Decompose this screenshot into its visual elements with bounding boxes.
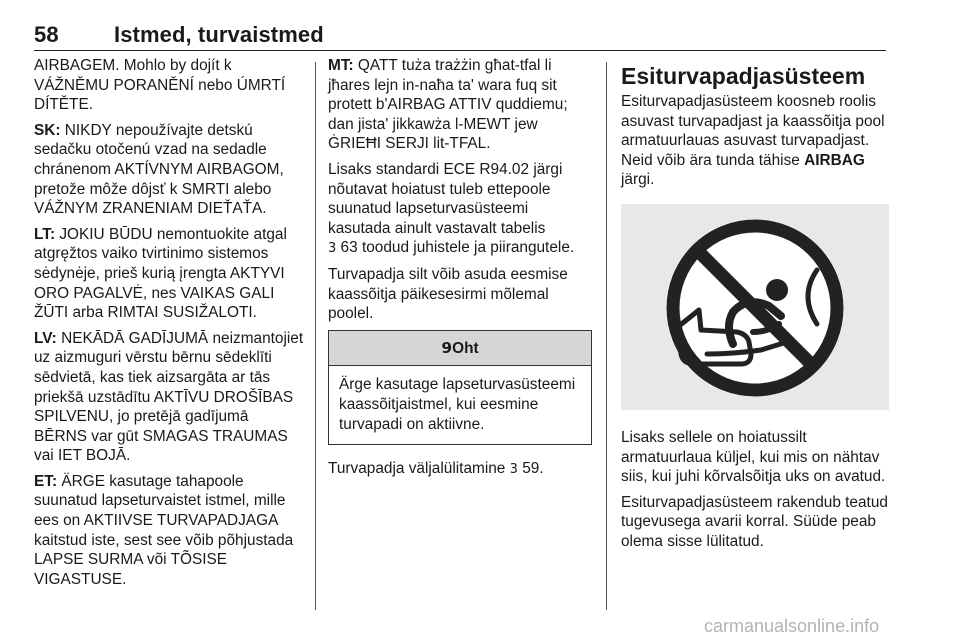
paragraph [34, 56, 304, 115]
warning-box [328, 330, 592, 445]
paragraph-text: Esiturvapadjasüsteem koosneb roolis asuvast turvapadjast ja kaassõitja pool armatuurlauas asuvast turvapadjast. Neid võib ära tunda tähise [621, 93, 885, 169]
paragraph-lv [34, 329, 304, 466]
paragraph-text: QATT tuża trażżin għat-tfal li jħares lejn in-naħa ta' wara fuq sit protett b'AIRBAG ATTIV quddiemu; dan jista' jikkawża l-MEWT jew ĠRIEĦI SERJI lit-TFAL. [328, 57, 568, 153]
paragraph-text: Turvapadja silt võib asuda eesmise kaassõitja päikesesirmi mõlemal poolel. [328, 265, 568, 323]
lang-label: LT: [34, 225, 56, 243]
no-rear-facing-child-seat-icon [621, 204, 889, 410]
paragraph-text: Turvapadja väljalülitamine [328, 460, 506, 478]
page-number: 58 [34, 22, 59, 47]
watermark: carmanualsonline.info [704, 616, 880, 636]
paragraph-label [621, 428, 889, 487]
page-ref-link[interactable]: 63 toodud juhistele ja piirangutele. [336, 239, 575, 257]
warning-triangle-icon: 9 [441, 338, 453, 357]
paragraph-mt [328, 56, 592, 154]
column-left [34, 56, 304, 595]
paragraph-deactivation [328, 459, 592, 480]
page-ref-link[interactable]: 59. [517, 460, 544, 478]
column-divider [315, 62, 316, 610]
lang-label: MT: [328, 57, 354, 74]
paragraph-text: ÄRGE kasutage tahapoole suunatud lapseturvaistet istmel, mille ees on AKTIIVSE TURVAPADJAGA kaitstud iste, sest see võib põhjustada LAPSE SURMA või TÕSISE VIGASTUSE. [34, 472, 294, 588]
column-divider [606, 62, 607, 610]
paragraph-et [34, 472, 304, 590]
column-right [621, 56, 889, 558]
airbag-warning-label-figure [621, 204, 889, 410]
page-ref-arrow-icon: 3 [509, 462, 518, 478]
header-divider [34, 50, 886, 51]
paragraph-text: Esiturvapadjasüsteem rakendub teatud tugevusega avarii korral. Süüde peab olema sisse lülitatud. [621, 493, 888, 550]
paragraph-sun-visor [328, 265, 592, 324]
paragraph-text: AIRBAGEM. Mohlo by dojít k VÁŽNĚMU PORANĚNÍ nebo ÚMRTÍ DÍTĚTE. [34, 57, 286, 114]
paragraph-ece [328, 160, 592, 259]
lang-label: LV: [34, 329, 57, 347]
paragraph-intro [621, 92, 889, 190]
page-ref-arrow-icon: 3 [328, 241, 337, 257]
airbag-term: AIRBAG [804, 151, 865, 169]
lang-label: SK: [34, 121, 61, 139]
warning-header [329, 331, 591, 367]
paragraph-activation [621, 493, 889, 552]
paragraph-text: Lisaks standardi ECE R94.02 järgi nõutavat hoiatust tuleb ettepoole suunatud lapseturvasüsteemi kasutada ainult vastavalt tabelis [328, 160, 563, 237]
section-title: Istmed, turvaistmed [114, 22, 324, 47]
paragraph-lt [34, 225, 304, 323]
paragraph-sk [34, 121, 304, 219]
section-heading: Esiturvapadjasüsteem [621, 63, 866, 89]
column-middle [328, 56, 592, 486]
page-header [34, 22, 324, 48]
lang-label: ET: [34, 472, 58, 490]
paragraph-text: järgi. [621, 171, 655, 189]
warning-text: Ärge kasutage lapseturvasüsteemi kaassõitjaistmel, kui eesmine turvapadi on aktiivne. [339, 376, 576, 433]
paragraph-text: JOKIU BŪDU nemontuokite atgal atgręžtos vaiko tvirtinimo sistemos sėdynėje, prieš kurią įrengta AKTYVI ORO PAGALVĖ, nes VAIKAS GALI ŽŪTI arba RIMTAI SUSIŽALOTI. [34, 225, 287, 322]
warning-title: Oht [452, 339, 479, 357]
paragraph-text: NIKDY nepoužívajte detskú sedačku otočenú vzad na sedadle chránenom AKTÍVNYM AIRBAGOM, pretože môže dôjsť k SMRTI alebo VÁŽNYM ZRANENIAM DIEŤAŤA. [34, 121, 284, 218]
paragraph-text: NEKĀDĀ GADĪJUMĀ neizmantojiet uz aizmuguri vērstu bērnu sēdeklīti sēdvietā, kas tiek aizsargāta ar tās priekšā uzstādītu AKTĪVU DROŠĪBAS SPILVENU, jo pretējā gadījumā BĒRNS var gūt SMAGAS TRAUMAS vai IET BOJĀ. [34, 329, 304, 465]
paragraph-text: Lisaks sellele on hoiatussilt armatuurlaua küljel, kui mis on nähtav siis, kui juhi kõrvalsõitja uks on avatud. [621, 428, 886, 486]
